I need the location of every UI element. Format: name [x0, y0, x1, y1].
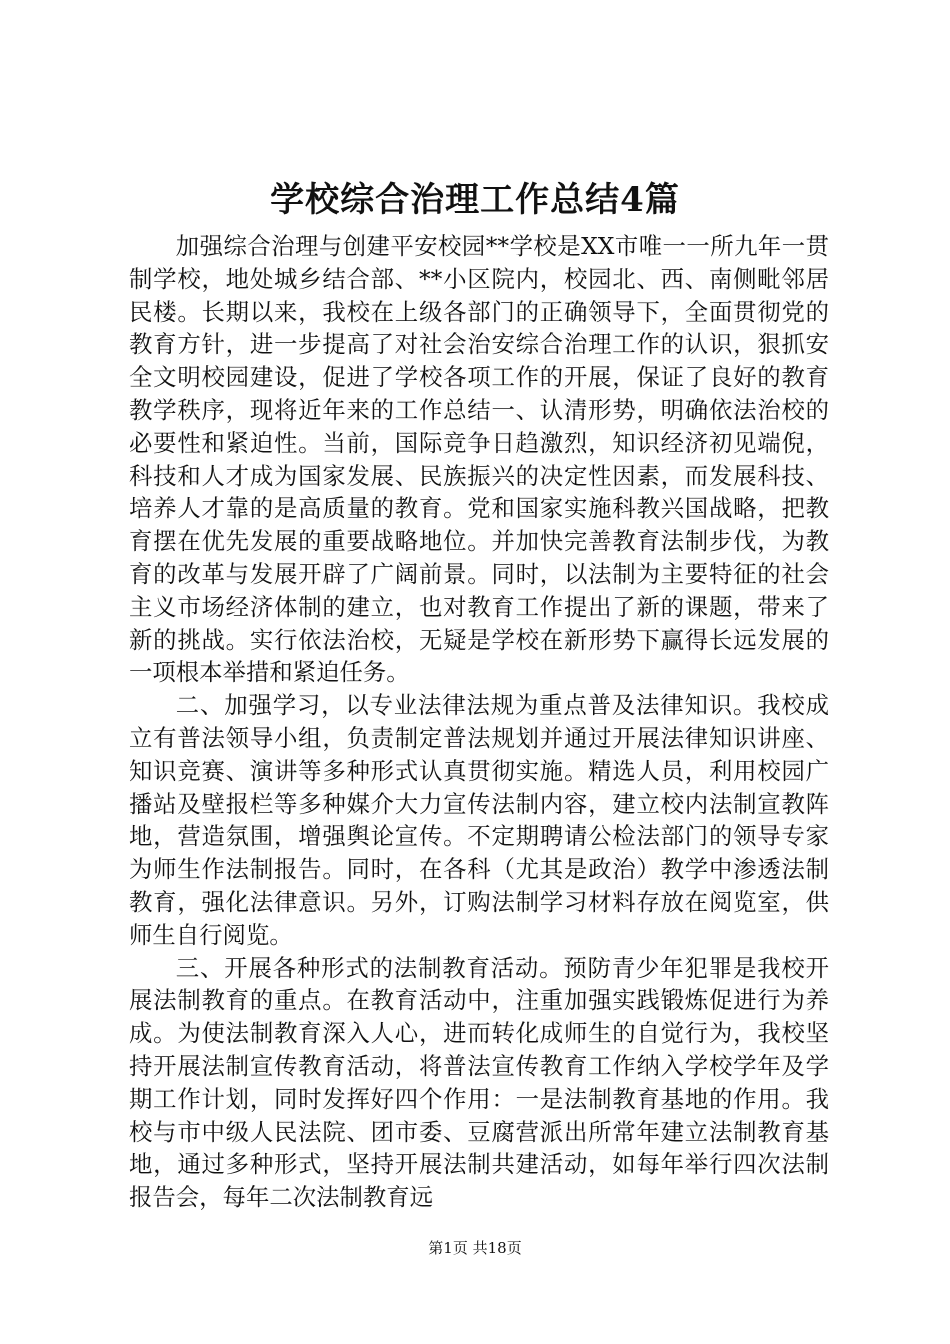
paragraph-3: 三、开展各种形式的法制教育活动。预防青少年犯罪是我校开展法制教育的重点。在教育活动中，注重加强实践锻炼促进行为养成。为使法制教育深入人心，进而转化成师生的自觉行为，我校坚持开展法制宣传教育活动，将普法宣传教育工作纳入学校学年及学期工作计划，同时发挥好四个作用：一是法制教育基地的作用。我校与市中级人民法院、团市委、豆腐营派出所常年建立法制教育基地，通过多种形式，坚持开展法制共建活动，如每年举行四次法制报告会，每年二次法制教育远 — [129, 953, 829, 1212]
document-body — [129, 230, 829, 1214]
document-title: 学校综合治理工作总结4篇 — [270, 180, 680, 220]
paragraph-1: 加强综合治理与创建平安校园**学校是XX市唯一一所九年一贯制学校，地处城乡结合部、**小区院内，校园北、西、南侧毗邻居民楼。长期以来，我校在上级各部门的正确领导下，全面贯彻党的教育方针，进一步提高了对社会治安综合治理工作的认识，狠抓安全文明校园建设，促进了学校各项工作的开展，保证了良好的教育教学秩序，现将近年来的工作总结一、认清形势，明确依法治校的必要性和紧迫性。当前，国际竞争日趋激烈，知识经济初见端倪，科技和人才成为国家发展、民族振兴的决定性因素，而发展科技、培养人才靠的是高质量的教育。党和国家实施科教兴国战略，把教育摆在优先发展的重要战略地位。并加快完善教育法制步伐，为教育的改革与发展开辟了广阔前景。同时，以法制为主要特征的社会主义市场经济体制的建立，也对教育工作提出了新的课题，带来了新的挑战。实行依法治校，无疑是学校在新形势下赢得长远发展的一项根本举措和紧迫任务。 — [129, 232, 829, 687]
paragraph-2: 二、加强学习，以专业法律法规为重点普及法律知识。我校成立有普法领导小组，负责制定普法规划并通过开展法律知识讲座、知识竞赛、演讲等多种形式认真贯彻实施。精选人员，利用校园广播站及壁报栏等多种媒介大力宣传法制内容，建立校内法制宣教阵地，营造氛围，增强舆论宣传。不定期聘请公检法部门的领导专家为师生作法制报告。同时，在各科（尤其是政治）教学中渗透法制教育，强化法律意识。另外，订购法制学习材料存放在阅览室，供师生自行阅览。 — [129, 691, 829, 949]
page-footer: 第1页 共18页 — [428, 1239, 522, 1257]
